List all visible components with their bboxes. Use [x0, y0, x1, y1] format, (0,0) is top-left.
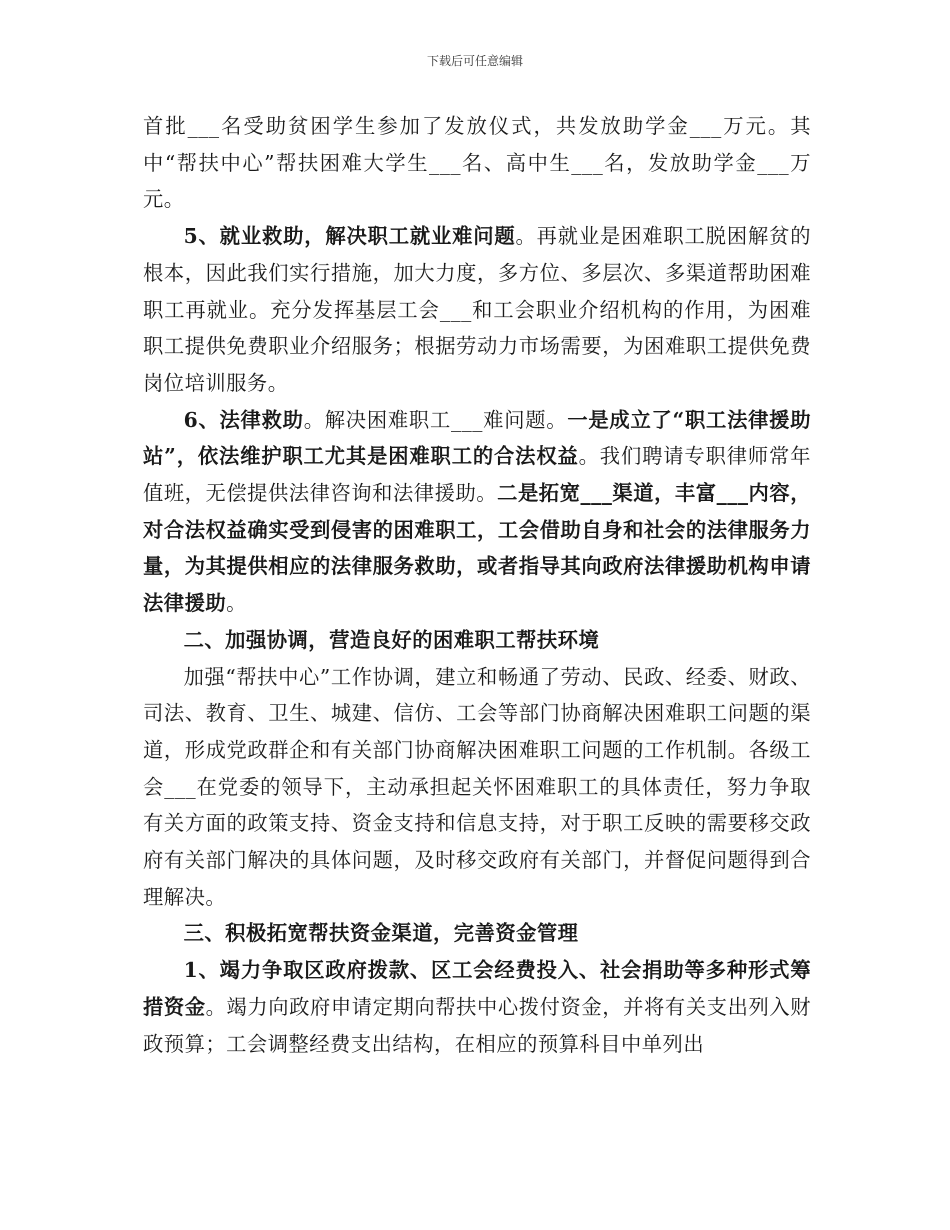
- section-heading-funding: 1、竭力争取区政府拨款、区工会经费投入、社会捐助等多种形式筹措资金: [143, 958, 811, 1019]
- text-segment: 。解决困难职工___难问题。: [303, 407, 568, 432]
- text-segment: 。竭力向政府申请定期向帮扶中心拨付资金，并将有关支出列入财政预算；工会调整经费支出结构，在相应的预算科目中单列出: [143, 994, 811, 1056]
- paragraph-legal-aid: [143, 402, 811, 622]
- heading-text: 二、加强协调，营造良好的困难职工帮扶环境: [183, 627, 600, 652]
- section-heading-employment: 5、就业救助，解决职工就业难问题: [183, 224, 516, 249]
- text-segment: 首批___名受助贫困学生参加了发放仪式，共发放助学金___万元。其中“帮扶中心”帮扶困难大学生___名、高中生___名，发放助学金___万元。: [143, 114, 811, 212]
- paragraph-coordination: [143, 659, 811, 916]
- text-segment-bold: 二是拓宽___渠道，丰富___内容，对合法权益确实受到侵害的困难职工，工会借助自身和社会的法律服务力量，为其提供相应的法律服务救助，或者指导其向政府法律援助机构申请法律援助: [143, 481, 811, 616]
- document-body: [143, 108, 811, 1062]
- paragraph-employment-aid: [143, 218, 811, 402]
- paragraph-scholarship: [143, 108, 811, 218]
- header-note: 下载后可任意编辑: [426, 54, 523, 68]
- heading-text: 三、积极拓宽帮扶资金渠道，完善资金管理: [183, 921, 579, 946]
- text-segment: 。再就业是困难职工脱困解贫的根本，因此我们实行措施，加大力度，多方位、多层次、多渠道帮助困难职工再就业。充分发挥基层工会___和工会职业介绍机构的作用，为困难职工提供免费职业介绍服务；根据劳动力市场需要，为困难职工提供免费岗位培训服务。: [143, 224, 811, 395]
- heading-funding: [143, 915, 811, 952]
- text-segment: 。: [226, 591, 247, 616]
- paragraph-funding: [143, 952, 811, 1062]
- heading-coordination: [143, 622, 811, 659]
- text-segment: 。我们聘请专职律师常年值班，无偿提供法律咨询和法律援助。: [143, 444, 811, 506]
- text-segment: 加强“帮扶中心”工作协调，建立和畅通了劳动、民政、经委、财政、司法、教育、卫生、城建、信仿、工会等部门协商解决困难职工问题的渠道，形成党政群企和有关部门协商解决困难职工问题的工作机制。各级工会___在党委的领导下，主动承担起关怀困难职工的具体责任，努力争取有关方面的政策支持、资金支持和信息支持，对于职工反映的需要移交政府有关部门解决的具体问题，及时移交政府有关部门，并督促问题得到合理解决。: [143, 664, 811, 909]
- text-segment-bold: 一是成立了“职工法律援助站”，依法维护职工尤其是困难职工的合法权益: [143, 407, 811, 469]
- section-heading-legal: 6、法律救助: [183, 407, 304, 432]
